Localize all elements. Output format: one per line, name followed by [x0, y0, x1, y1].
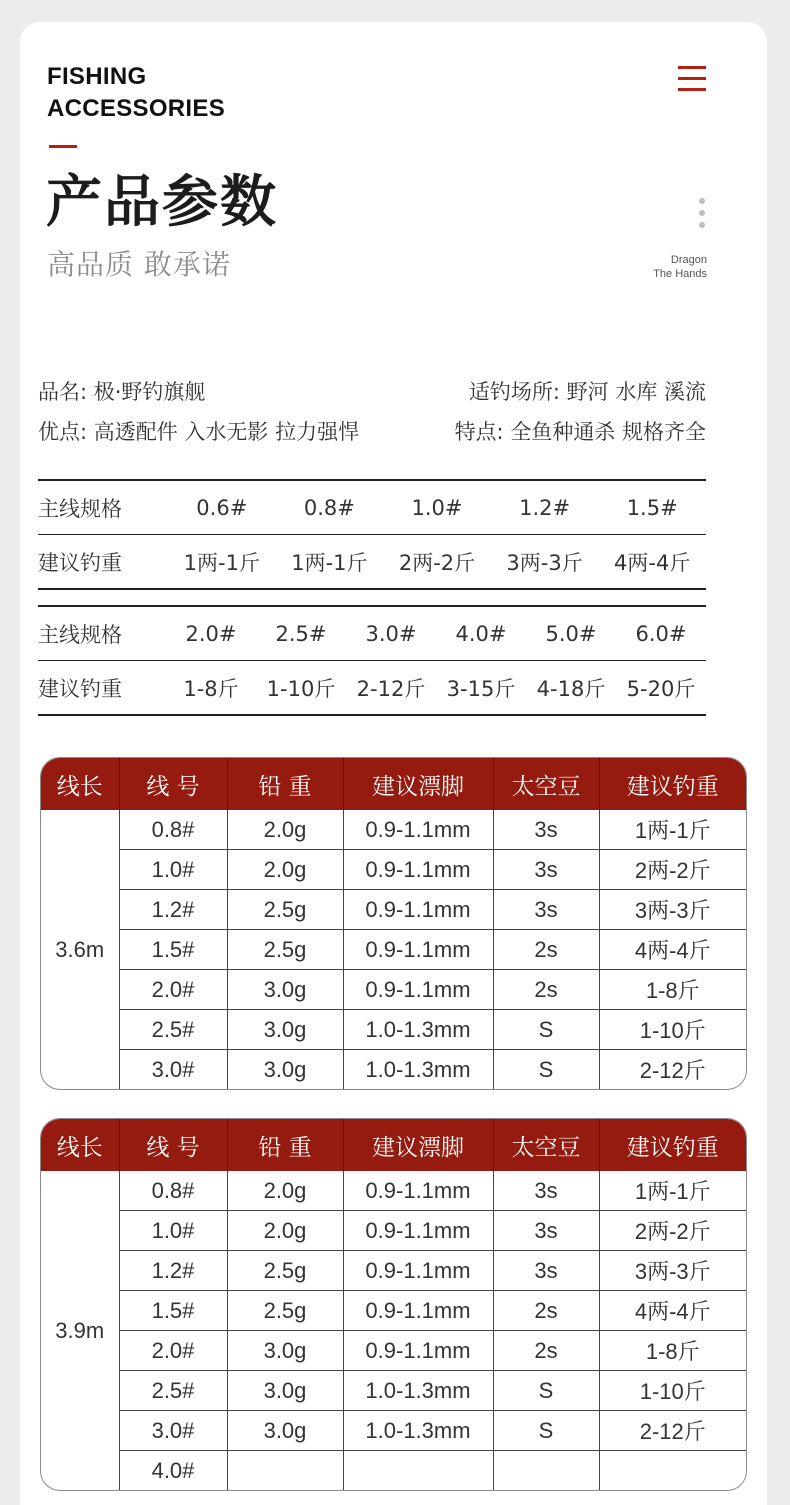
table-cell: 2.5g	[227, 890, 343, 930]
table-cell: 2.5g	[227, 1251, 343, 1291]
spec-cell: 1.5#	[598, 480, 706, 535]
table-cell: S	[493, 1010, 599, 1050]
brand-line-2: ACCESSORIES	[47, 95, 226, 122]
column-header: 建议漂脚	[343, 758, 493, 810]
table-cell: 0.9-1.1mm	[343, 970, 493, 1010]
table-cell: 3.0g	[227, 1411, 343, 1451]
table-cell: 3.0#	[119, 1050, 227, 1090]
info-row-2	[38, 414, 706, 450]
spec-cell: 3-15斤	[436, 661, 526, 716]
product-name: 品名: 极·野钓旗舰	[38, 380, 206, 404]
table-cell: 0.9-1.1mm	[343, 1251, 493, 1291]
table-cell: 3.0#	[119, 1411, 227, 1451]
table-cell: 4两-4斤	[599, 1291, 746, 1331]
table-row	[41, 1291, 746, 1331]
table-cell: 1.5#	[119, 930, 227, 970]
table-cell: 0.8#	[119, 810, 227, 850]
spec-label: 建议钓重	[38, 535, 168, 590]
page-title: 产品参数	[46, 170, 278, 235]
spec-row-weight	[38, 535, 706, 590]
table-cell: 2.5#	[119, 1371, 227, 1411]
spec-cell: 0.6#	[168, 480, 276, 535]
spec-cell: 2两-2斤	[383, 535, 491, 590]
table-cell	[343, 1451, 493, 1491]
table-cell	[493, 1451, 599, 1491]
table-cell: 2-12斤	[599, 1050, 746, 1090]
table-cell: 1.5#	[119, 1291, 227, 1331]
dots-decoration-icon	[699, 198, 707, 234]
table-cell	[599, 1451, 746, 1491]
page-subtitle: 高品质 敢承诺	[47, 248, 231, 281]
table-cell: 2s	[493, 970, 599, 1010]
spec-cell: 1-8斤	[166, 661, 256, 716]
fishing-place: 适钓场所: 野河 水库 溪流	[468, 380, 706, 404]
line-length: 3.6m	[55, 936, 105, 962]
table-cell: 0.8#	[119, 1171, 227, 1211]
table-cell: 2s	[493, 930, 599, 970]
table-cell: 4两-4斤	[599, 930, 746, 970]
spec-cell: 1两-1斤	[276, 535, 384, 590]
spec-cell: 3.0#	[346, 606, 436, 661]
table-cell: 2两-2斤	[599, 1211, 746, 1251]
table-cell: 3.0g	[227, 1371, 343, 1411]
spec-cell: 3两-3斤	[491, 535, 599, 590]
column-header: 建议漂脚	[343, 1119, 493, 1171]
table-cell: 2.0#	[119, 1331, 227, 1371]
spec-row-line	[38, 606, 706, 661]
table-cell: 1-8斤	[599, 1331, 746, 1371]
spec-row-line	[38, 480, 706, 535]
table-row	[41, 1050, 746, 1090]
table-cell: 1-10斤	[599, 1010, 746, 1050]
table-cell: S	[493, 1371, 599, 1411]
table-cell: 2.0#	[119, 970, 227, 1010]
column-header: 线长	[41, 758, 119, 810]
table-cell: 1.2#	[119, 1251, 227, 1291]
table-cell: 3s	[493, 890, 599, 930]
brand-line-1: FISHING	[47, 63, 147, 90]
table-header-row	[41, 758, 746, 810]
column-header: 线 号	[119, 1119, 227, 1171]
table-cell: 2.0g	[227, 810, 343, 850]
column-header: 太空豆	[493, 1119, 599, 1171]
table-cell: 2.5#	[119, 1010, 227, 1050]
spec-cell: 5-20斤	[616, 661, 706, 716]
table-cell: 1-8斤	[599, 970, 746, 1010]
spec-row-weight	[38, 661, 706, 716]
spec-cell: 4.0#	[436, 606, 526, 661]
spec-table-2	[38, 605, 706, 716]
table-cell: 1.0#	[119, 1211, 227, 1251]
column-header: 太空豆	[493, 758, 599, 810]
table-cell: 0.9-1.1mm	[343, 890, 493, 930]
table-cell: 2.0g	[227, 850, 343, 890]
dragon-tagline	[600, 253, 707, 281]
spec-cell: 2.5#	[256, 606, 346, 661]
table-cell: 2.0g	[227, 1211, 343, 1251]
table-cell: 2-12斤	[599, 1411, 746, 1451]
table-row	[41, 1010, 746, 1050]
table-cell: 1两-1斤	[599, 810, 746, 850]
column-header: 铅 重	[227, 758, 343, 810]
table-cell: 1.0-1.3mm	[343, 1371, 493, 1411]
table-cell: 2s	[493, 1291, 599, 1331]
table-cell: 3两-3斤	[599, 890, 746, 930]
column-header: 建议钓重	[599, 1119, 746, 1171]
table-row	[41, 930, 746, 970]
spec-table-1	[38, 479, 706, 590]
table-cell: 0.9-1.1mm	[343, 850, 493, 890]
table-row	[41, 1451, 746, 1491]
table-row	[41, 1371, 746, 1411]
table-cell: 2两-2斤	[599, 850, 746, 890]
table-cell: 2s	[493, 1331, 599, 1371]
info-row-1	[38, 374, 706, 410]
menu-icon[interactable]	[678, 66, 706, 92]
table-cell: 3.0g	[227, 970, 343, 1010]
table-cell: 3s	[493, 1211, 599, 1251]
table-cell	[227, 1451, 343, 1491]
table-cell: 1.0#	[119, 850, 227, 890]
table-cell: 3s	[493, 850, 599, 890]
dragon-tagline-1: Dragon	[670, 254, 707, 266]
table-cell: 0.9-1.1mm	[343, 1211, 493, 1251]
spec-label: 建议钓重	[38, 661, 166, 716]
product-feature: 特点: 全鱼种通杀 规格齐全	[454, 420, 706, 444]
brand-wordmark	[47, 61, 225, 125]
line-table-3-6m	[40, 757, 747, 1090]
table-cell: S	[493, 1411, 599, 1451]
table-row	[41, 970, 746, 1010]
spec-cell: 1-10斤	[256, 661, 346, 716]
table-cell: 2.5g	[227, 930, 343, 970]
column-header: 铅 重	[227, 1119, 343, 1171]
column-header: 建议钓重	[599, 758, 746, 810]
spec-cell: 4两-4斤	[598, 535, 706, 590]
spec-label: 主线规格	[38, 606, 166, 661]
table-row	[41, 1251, 746, 1291]
table-cell: 3两-3斤	[599, 1251, 746, 1291]
table-row	[41, 1411, 746, 1451]
table-header-row	[41, 1119, 746, 1171]
column-header: 线 号	[119, 758, 227, 810]
table-cell: 0.9-1.1mm	[343, 1291, 493, 1331]
spec-cell: 0.8#	[276, 480, 384, 535]
table-cell: 1.0-1.3mm	[343, 1010, 493, 1050]
table-row	[41, 1211, 746, 1251]
table-cell: 3s	[493, 810, 599, 850]
spec-cell: 6.0#	[616, 606, 706, 661]
table-cell: 3.0g	[227, 1010, 343, 1050]
product-advantage: 优点: 高透配件 入水无影 拉力强悍	[38, 420, 360, 444]
line-table-3-9m	[40, 1118, 747, 1491]
table-cell: 1.0-1.3mm	[343, 1411, 493, 1451]
table-cell: 3s	[493, 1251, 599, 1291]
spec-cell: 1.0#	[383, 480, 491, 535]
table-row	[41, 890, 746, 930]
table-cell: S	[493, 1050, 599, 1090]
table-cell: 1.2#	[119, 890, 227, 930]
table-cell: 1-10斤	[599, 1371, 746, 1411]
table-cell: 0.9-1.1mm	[343, 1331, 493, 1371]
table-cell: 2.0g	[227, 1171, 343, 1211]
table-cell: 1.0-1.3mm	[343, 1050, 493, 1090]
table-row	[41, 1331, 746, 1371]
spec-cell: 5.0#	[526, 606, 616, 661]
table-cell: 0.9-1.1mm	[343, 930, 493, 970]
table-cell: 4.0#	[119, 1451, 227, 1491]
table-cell: 3s	[493, 1171, 599, 1211]
table-cell: 0.9-1.1mm	[343, 810, 493, 850]
table-row	[41, 810, 746, 850]
spec-cell: 2-12斤	[346, 661, 436, 716]
table-row	[41, 1171, 746, 1211]
spec-label: 主线规格	[38, 480, 168, 535]
dragon-tagline-2: The Hands	[653, 268, 707, 280]
table-cell: 2.5g	[227, 1291, 343, 1331]
table-cell: 1两-1斤	[599, 1171, 746, 1211]
spec-cell: 2.0#	[166, 606, 256, 661]
table-row	[41, 850, 746, 890]
spec-cell: 1两-1斤	[168, 535, 276, 590]
spec-cell: 4-18斤	[526, 661, 616, 716]
line-length: 3.9m	[55, 1317, 105, 1343]
accent-divider	[49, 145, 77, 148]
spec-cell: 1.2#	[491, 480, 599, 535]
table-cell: 0.9-1.1mm	[343, 1171, 493, 1211]
table-cell: 3.0g	[227, 1050, 343, 1090]
column-header: 线长	[41, 1119, 119, 1171]
table-cell: 3.0g	[227, 1331, 343, 1371]
